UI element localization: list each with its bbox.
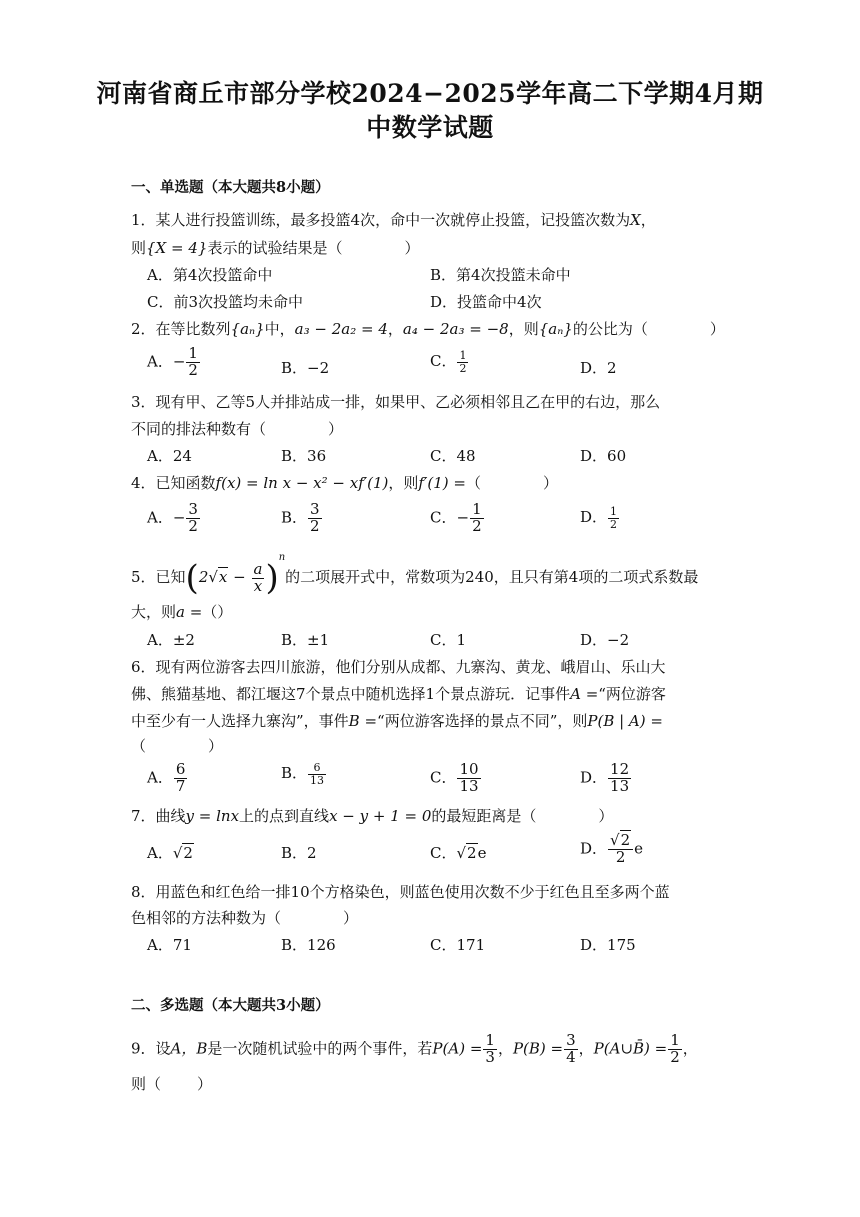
q9-text-2: 是一次随机试验中的两个事件，若 [207,1039,433,1058]
q7-d-label: D． [580,839,608,858]
q9-events: A，B [170,1039,208,1058]
q6-c-den: 13 [459,776,479,795]
q4-option-a[interactable] [147,502,201,535]
title-line-1: 河南省商丘市部分学校2024−2025学年高二下学期4月期 [96,79,764,108]
q4-b-den: 2 [310,516,320,535]
q7-a-sqrt: √2 [172,844,193,862]
q1-option-a[interactable]: A．第4次投篮命中 [147,266,273,284]
q5-sqrt: √x [208,568,228,586]
q4-text-2: ，则 [388,474,419,492]
q7-curve: y = lnx [185,807,240,825]
q2-text-2: 中， [264,320,295,338]
q7-d-radicand: 2 [620,831,631,849]
q7-option-c[interactable] [430,842,486,863]
q2-stem [131,318,725,339]
q6-c-num: 10 [459,760,479,778]
q6-d-label: D． [580,768,608,787]
q4-function: f(x) = ln x − x² − xf′(1) [215,474,389,492]
q8-line-1: 8．用蓝色和红色给一排10个方格染色，则蓝色使用次数不少于红色且至多两个蓝 [131,883,670,901]
q9-pa-num: 1 [485,1031,495,1049]
q1-var: X [630,211,641,229]
q5-exponent: n [278,552,286,563]
q5-line-1 [131,552,699,598]
q1-text-2: 则 [131,239,147,257]
q3-close: ） [328,420,344,438]
q8-text: 色相邻的方法种数为（ [131,909,282,927]
q5-paren: （） [202,603,233,621]
title-line-2: 中数学试题 [366,113,494,142]
q6-text: 佛、熊猫基地、都江堰这7个景点中随机选择1个景点游玩．记事件 [131,685,571,703]
q2-text: 2．在等比数列 [131,320,231,338]
q6-event-b: B = [348,712,378,730]
q4-a-sign: − [172,508,186,527]
q9-sep-1: ， [497,1039,513,1058]
q9-close: ） [197,1075,213,1093]
q8-option-b[interactable]: B．126 [281,936,336,954]
q6-a-label: A． [147,768,173,787]
q2-option-d[interactable]: D．2 [580,359,617,377]
q9-text-3: 则（ [131,1075,162,1093]
q7-option-d[interactable] [580,833,643,866]
q7-stem [131,805,613,826]
q4-c-sign: − [456,508,470,527]
q6-close: ） [208,737,224,755]
q6-b-den: 13 [310,773,325,787]
q6-open: （ [131,737,147,755]
q3-line-2 [131,418,343,439]
q7-text-2: 上的点到直线 [239,807,330,825]
q7-text-3: 的最短距离是（ [431,807,537,825]
q5-frac-den: x [253,576,263,595]
q5-frac-num: a [253,559,263,578]
q7-text: 7．曲线 [131,807,186,825]
q6-text-2: “两位游客 [598,685,666,703]
q4-option-d[interactable] [580,506,620,530]
q3-option-a[interactable]: A．24 [147,447,192,465]
q1-text: 1．某人进行投篮训练，最多投篮4次，命中一次就停止投篮，记投篮次数为 [131,211,631,229]
q1-option-b[interactable]: B．第4次投篮未命中 [430,266,571,284]
q5-close-paren: ) [265,558,279,598]
q4-derivative: f′(1) = [418,474,466,492]
q2-eq2: a₄ − 2a₃ = −8 [402,320,509,338]
q5-open-paren: ( [185,558,199,598]
q6-d-den: 13 [610,776,630,795]
q2-option-b[interactable]: B．−2 [281,359,330,377]
q5-minus: − [228,568,251,586]
q8-line-2 [131,907,358,928]
q5-text-2: 的二项展开式中，常数项为240，且只有第4项的二项式系数最 [285,568,699,586]
q7-a-label: A． [147,844,173,862]
q3-option-b[interactable]: B．36 [281,447,327,465]
q5-option-d[interactable]: D．−2 [580,631,630,649]
q9-stem [131,1033,698,1066]
q7-option-b[interactable]: B．2 [281,844,317,862]
q6-option-c[interactable] [430,762,482,795]
q4-text: 4．已知函数 [131,474,216,492]
q2-c-num: 1 [459,349,467,362]
q8-close: ） [343,909,359,927]
q6-option-a[interactable] [147,762,188,795]
q4-d-num: 1 [610,505,618,518]
q2-seq-2: {aₙ} [538,320,573,338]
section-multiple-choice: 二、多选题（本大题共3小题） [131,997,330,1014]
q7-d-den: 2 [615,847,626,866]
q4-a-den: 2 [188,516,198,535]
q4-option-c[interactable] [430,502,485,535]
q2-c-label: C． [430,352,457,371]
section-single-choice: 一、单选题（本大题共8小题） [131,179,330,196]
q6-a-den: 7 [175,776,186,795]
q1-punct: ， [640,211,656,229]
q1-line-1 [131,209,656,230]
q6-line-2 [131,683,666,704]
q4-close: ） [542,474,558,492]
q6-a-num: 6 [175,760,186,778]
q4-a-num: 3 [188,500,198,518]
q2-close: ） [709,320,725,338]
q9-pb-den: 4 [566,1047,576,1066]
q6-d-num: 12 [610,760,630,778]
q1-option-d[interactable]: D．投篮命中4次 [430,293,542,311]
q8-option-a[interactable]: A．71 [147,936,192,954]
q8-option-c[interactable]: C．171 [430,936,486,954]
q9-pb-num: 3 [566,1031,576,1049]
q5-text: 5．已知 [131,568,186,586]
q7-d-sqrt: √2 [610,831,631,849]
q2-c-den: 2 [459,361,467,375]
q9-pa: P(A) = [432,1039,483,1058]
q5-option-b[interactable]: B．±1 [281,631,330,649]
q7-close: ） [598,807,614,825]
q2-a-label: A． [147,352,173,371]
q5-coef: 2 [198,568,209,586]
q1-option-c[interactable]: C．前3次投篮均未命中 [147,293,304,311]
q4-b-num: 3 [310,500,320,518]
q3-option-c[interactable]: C．48 [430,447,476,465]
q6-option-b[interactable] [281,762,327,786]
q1-close: ） [404,239,420,257]
q4-d-label: D． [580,508,608,527]
q9-pb: P(B) = [512,1039,564,1058]
q4-option-b[interactable] [281,502,323,535]
q3-option-d[interactable]: D．60 [580,447,627,465]
q3-line-1: 3．现有甲、乙等5人并排站成一排，如果甲、乙必须相邻且乙在甲的右边，那么 [131,393,661,411]
q4-stem [131,472,558,493]
q6-option-d[interactable] [580,762,632,795]
q6-line-3 [131,710,663,731]
q6-c-label: C． [430,768,457,787]
q7-c-e: e [477,844,487,862]
q9-sep-2: ， [578,1039,594,1058]
q1-text-3: 表示的试验结果是（ [207,239,343,257]
q6-b-label: B． [281,764,308,783]
q4-c-den: 2 [472,516,482,535]
q9-pa-den: 3 [485,1047,495,1066]
q5-text-3: 大，则 [131,603,177,621]
q6-text-4: “两位游客选择的景点不同”，则 [377,712,588,730]
q2-seq: {aₙ} [230,320,265,338]
q7-d-e: e [634,839,644,858]
q6-line-1: 6．现有两位游客去四川旅游，他们分别从成都、九寨沟、黄龙、峨眉山、乐山大 [131,658,666,676]
q1-set: {X = 4} [146,239,208,257]
q6-line-4 [131,735,223,756]
q6-probability: P(B | A) = [587,712,663,730]
q7-c-label: C． [430,844,457,862]
q4-d-den: 2 [610,517,618,531]
q5-line-2 [131,601,232,622]
q2-a-den: 2 [188,360,198,379]
q8-option-d[interactable]: D．175 [580,936,636,954]
q9-pu: P(A∪B̄) = [593,1039,668,1058]
q4-b-label: B． [281,508,308,527]
q1-line-2 [131,237,419,258]
q6-event-a: A = [570,685,599,703]
q9-end: ， [682,1039,698,1058]
q4-c-label: C． [430,508,457,527]
q2-option-c[interactable] [430,350,469,374]
q7-c-radicand: 2 [467,844,477,862]
q5-var: a = [176,603,203,621]
q2-a-num: 1 [188,344,198,362]
q5-radicand: x [218,568,228,586]
q2-text-3: ，则 [508,320,539,338]
q5-option-c[interactable]: C．1 [430,631,467,649]
q9-pu-den: 2 [670,1047,680,1066]
q4-c-num: 1 [472,500,482,518]
q7-line-eq: x − y + 1 = 0 [329,807,432,825]
q2-a-sign: − [172,352,186,371]
q9-pu-num: 1 [670,1031,680,1049]
q5-option-a[interactable]: A．±2 [147,631,195,649]
q2-text-4: 的公比为（ [572,320,648,338]
q2-eq1: a₃ − 2a₂ = 4 [294,320,388,338]
q7-option-a[interactable] [147,842,194,863]
q9-text: 9．设 [131,1039,171,1058]
q7-a-radicand: 2 [183,844,193,862]
q3-text: 不同的排法种数有（ [131,420,267,438]
q4-open: （ [465,474,481,492]
q6-b-num: 6 [308,762,326,775]
q6-text-3: 中至少有一人选择九寨沟”，事件 [131,712,349,730]
q2-option-a[interactable] [147,346,201,379]
q4-a-label: A． [147,508,173,527]
q9-line-2 [131,1073,212,1094]
q2-punct: ， [387,320,403,338]
q7-c-sqrt: √2 [456,844,477,862]
